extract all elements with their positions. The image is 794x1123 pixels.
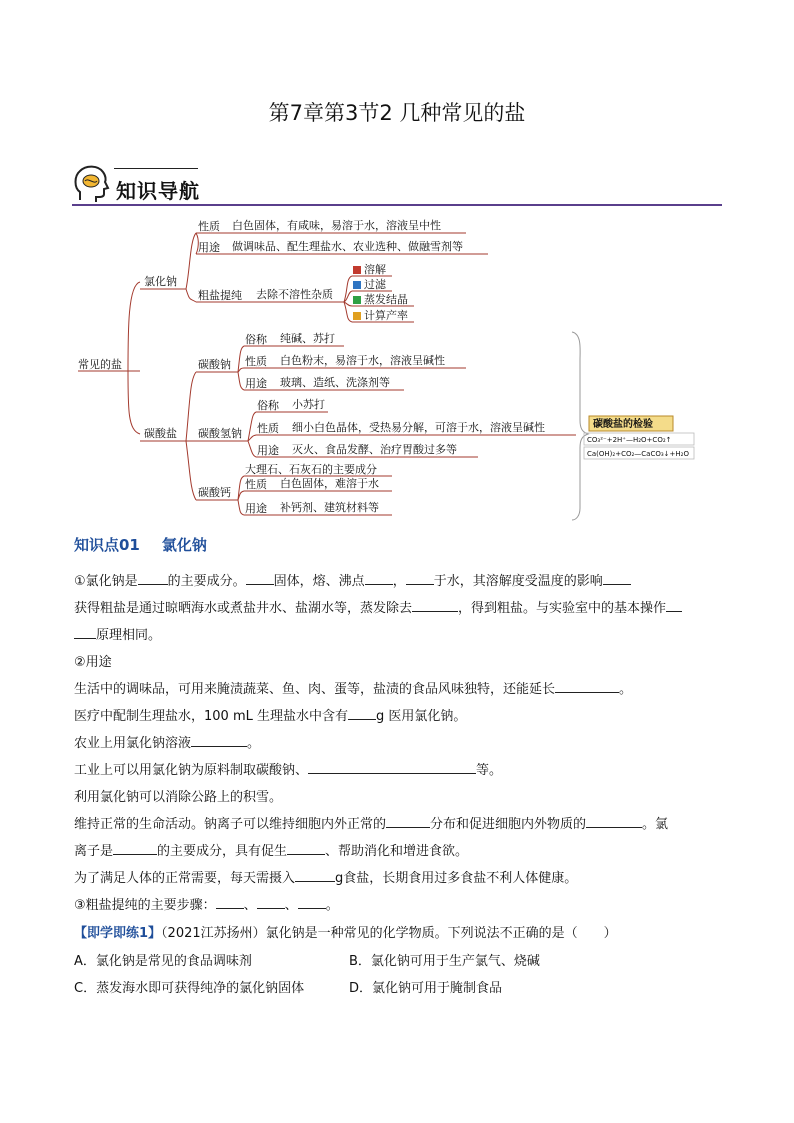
mm-nahco3: 碳酸氢钠: [198, 427, 242, 440]
blank[interactable]: [257, 896, 285, 909]
mm-nahco3-use: 灭火、食品发酵、治疗胃酸过多等: [292, 443, 457, 456]
line-12: 为了满足人体的正常需要，每天需摄入 g食盐，长期食用过多食盐不利人体健康。: [74, 871, 578, 886]
mm-test-eq1: CO₃²⁻+2H⁺—H₂O+CO₂↑: [587, 436, 672, 444]
mm-nacl-purify: 去除不溶性杂质: [256, 288, 333, 301]
blank[interactable]: [138, 572, 168, 585]
mm-nacl-purify-label: 粗盐提纯: [198, 289, 242, 302]
mm-na2co3-use: 玻璃、造纸、洗涤剂等: [280, 376, 390, 389]
exercise-tag: 【即学即练1】: [74, 926, 162, 941]
option-a[interactable]: A．氯化钠是常见的食品调味剂: [74, 954, 252, 969]
line-7: 农业上用氯化钠溶液 。: [74, 736, 261, 751]
blank[interactable]: [555, 680, 619, 693]
knowledge-nav-title: 知识导航: [116, 179, 200, 203]
line-10: 维持正常的生命活动。钠离子可以维持细胞内外正常的 分布和促进细胞内外物质的 。氯: [74, 817, 669, 832]
mm-caco3: 碳酸钙: [198, 486, 231, 499]
blank[interactable]: [586, 815, 642, 828]
kp-name: 氯化钠: [161, 536, 207, 554]
blank[interactable]: [74, 626, 96, 639]
line-2: 获得粗盐是通过晾晒海水或煮盐井水、盐湖水等，蒸发除去 ，得到粗盐。与实验室中的基本操作: [74, 597, 682, 616]
blank[interactable]: [308, 761, 476, 774]
blank[interactable]: [386, 815, 430, 828]
mm-nacl-prop: 白色固体，有咸味，易溶于水，溶液呈中性: [232, 219, 441, 232]
knowledge-point-heading: [74, 534, 207, 555]
mm-na2co3: 碳酸钠: [198, 358, 231, 371]
line-3: 原理相同。: [74, 624, 161, 643]
mm-na2co3-use-label: 用途: [245, 377, 267, 390]
mm-nacl: 氯化钠: [144, 275, 177, 288]
mm-step-2: 过滤: [364, 278, 386, 291]
mm-na2co3-alias-label: 俗称: [245, 333, 267, 346]
blank[interactable]: [191, 734, 247, 747]
line-11: 离子是 的主要成分，具有促生 、帮助消化和增进食欲。: [74, 844, 469, 859]
mm-nacl-prop-label: 性质: [198, 220, 220, 233]
mm-caco3-use-label: 用途: [245, 502, 267, 515]
mm-caco3-use: 补钙剂、建筑材料等: [280, 501, 379, 514]
mm-nacl-use: 做调味品、配生理盐水、农业选种、做融雪剂等: [232, 240, 463, 253]
mm-na2co3-prop: 白色粉末，易溶于水，溶液呈碱性: [280, 354, 445, 367]
mm-nahco3-prop-label: 性质: [257, 422, 279, 435]
blank[interactable]: [295, 869, 335, 882]
blank[interactable]: [603, 572, 631, 585]
line-5: 生活中的调味品，可用来腌渍蔬菜、鱼、肉、蛋等，盐渍的食品风味独特，还能延长 。: [74, 682, 633, 697]
step-badge-3: [353, 296, 361, 304]
page-title: 第7章第3节2 几种常见的盐: [268, 101, 526, 125]
blank[interactable]: [406, 572, 434, 585]
line-9: 利用氯化钠可以消除公路上的积雪。: [74, 790, 283, 805]
kp-number: 知识点01: [74, 536, 140, 554]
mm-nahco3-alias-label: 俗称: [257, 399, 279, 412]
blank[interactable]: [246, 572, 274, 585]
line-13: ③粗盐提纯的主要步骤： 、 、 。: [74, 898, 339, 913]
line-1: ①氯化钠是 的主要成分。 固体，熔、沸点 ， 于水，其溶解度受温度的影响: [74, 570, 631, 589]
blank[interactable]: [287, 842, 325, 855]
line-6: 医疗中配制生理盐水，100 mL 生理盐水中含有 g 医用氯化钠。: [74, 709, 467, 724]
blank[interactable]: [365, 572, 393, 585]
mm-step-4: 计算产率: [364, 309, 408, 322]
mm-step-1: 溶解: [364, 263, 386, 276]
mm-nahco3-alias: 小苏打: [292, 398, 325, 411]
blank[interactable]: [113, 842, 157, 855]
exercise-stem: 【即学即练1】（2021江苏扬州）氯化钠是一种常见的化学物质。下列说法不正确的是（ ）: [74, 926, 617, 941]
mm-na2co3-alias: 纯碱、苏打: [280, 332, 335, 345]
mm-caco3-main: 大理石、石灰石的主要成分: [245, 463, 377, 476]
mm-nahco3-use-label: 用途: [257, 444, 279, 457]
line-8: 工业上可以用氯化钠为原料制取碳酸钠、 等。: [74, 763, 503, 778]
mind-map: [0, 0, 794, 530]
step-badge-1: [353, 266, 361, 274]
mm-carbonate: 碳酸盐: [144, 427, 177, 440]
line-4: ②用途: [74, 655, 112, 670]
blank[interactable]: [348, 707, 376, 720]
mm-test-title: 碳酸盐的检验: [593, 419, 653, 430]
mm-test-eq2: Ca(OH)₂+CO₂—CaCO₃↓+H₂O: [587, 450, 689, 458]
option-d[interactable]: D．氯化钠可用于腌制食品: [349, 981, 503, 996]
mm-nahco3-prop: 细小白色晶体，受热易分解，可溶于水，溶液呈碱性: [292, 421, 545, 434]
blank[interactable]: [216, 896, 244, 909]
mm-step-3: 蒸发结晶: [364, 293, 408, 306]
blank[interactable]: [412, 599, 458, 612]
step-badge-4: [353, 312, 361, 320]
mm-nacl-use-label: 用途: [198, 241, 220, 254]
mm-root: 常见的盐: [78, 358, 122, 371]
step-badge-2: [353, 281, 361, 289]
option-b[interactable]: B．氯化钠可用于生产氯气、烧碱: [349, 954, 540, 969]
mm-na2co3-prop-label: 性质: [245, 355, 267, 368]
mm-caco3-prop-label: 性质: [245, 478, 267, 491]
option-c[interactable]: C．蒸发海水即可获得纯净的氯化钠固体: [74, 981, 305, 996]
blank[interactable]: [298, 896, 326, 909]
mm-caco3-prop: 白色固体，难溶于水: [280, 477, 379, 490]
blank[interactable]: [666, 599, 682, 612]
